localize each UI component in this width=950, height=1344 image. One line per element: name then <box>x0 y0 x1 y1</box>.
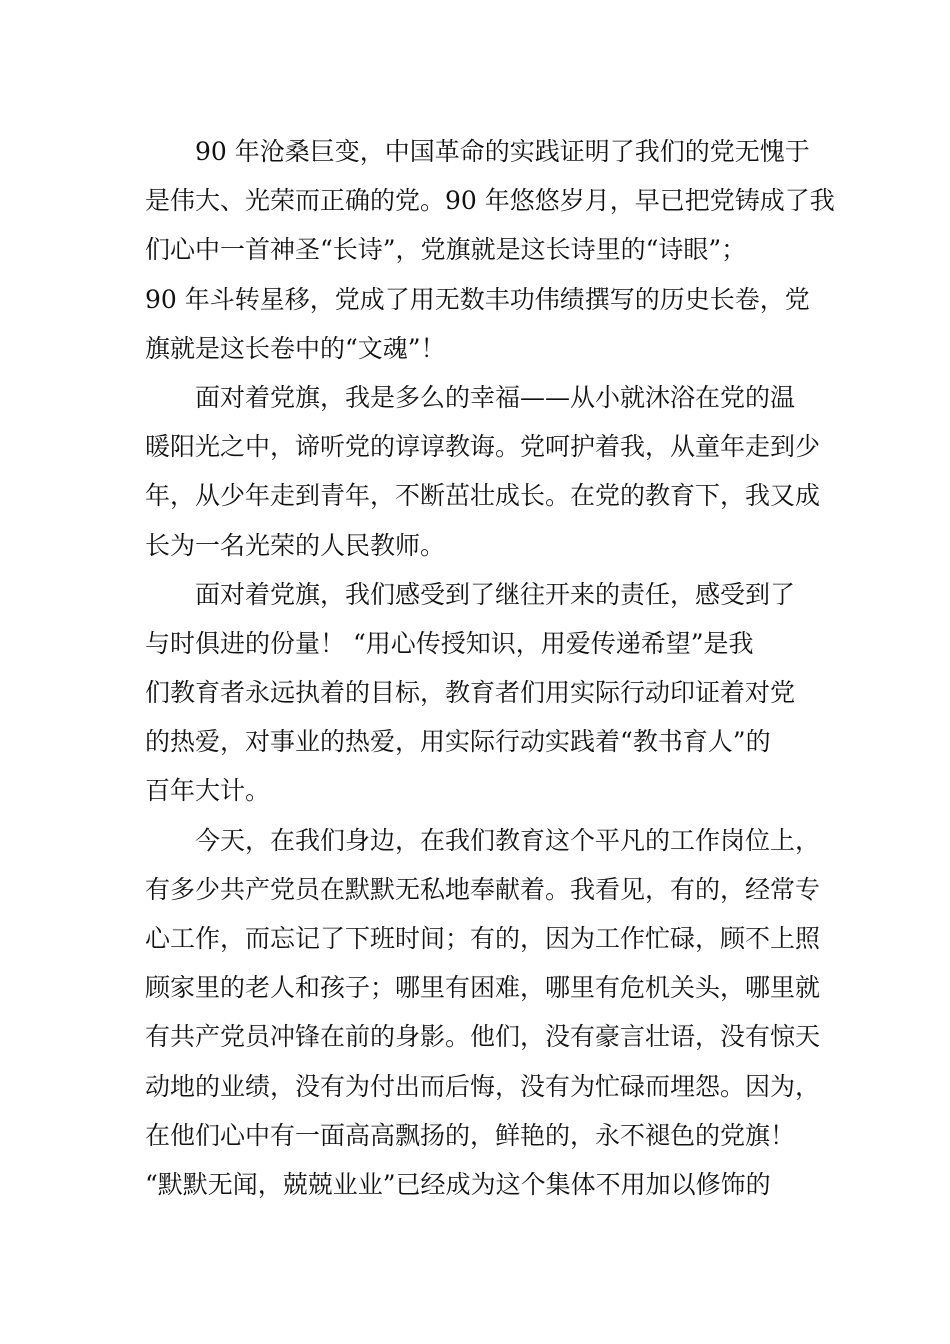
text-line: 们教育者永远执着的目标，教育者们用实际行动印证着对党 <box>145 678 796 708</box>
text-line: 在他们心中有一面高高飘扬的，鲜艳的，永不褪色的党旗！ <box>145 1120 796 1150</box>
text-line: 90 年沧桑巨变，中国革命的实践证明了我们的党无愧于 <box>195 137 810 166</box>
text-line: 90 年斗转星移，党成了用无数丰功伟绩撰写的历史长卷，党 <box>145 284 810 314</box>
paragraph <box>145 816 821 1210</box>
text-line: 长为一名光荣的人民教师。 <box>145 530 446 560</box>
text-line: 心工作，而忘记了下班时间；有的，因为工作忙碌，顾不上照 <box>145 924 821 953</box>
text-line: 顾家里的老人和孩子；哪里有困难，哪里有危机关头，哪里就 <box>145 973 821 1003</box>
text-line: “默默无闻，兢兢业业”已经成为这个集体不用加以修饰的 <box>145 1169 771 1199</box>
paragraph <box>145 373 821 570</box>
text-line: 的热爱，对事业的热爱，用实际行动实践着“教书育人”的 <box>145 727 771 757</box>
text-line: 年，从少年走到青年，不断茁壮成长。在党的教育下，我又成 <box>145 481 821 511</box>
body-text <box>145 127 835 1209</box>
text-line: 旗就是这长卷中的“文魂”！ <box>145 333 446 363</box>
text-line: 们心中一首神圣“长诗”，党旗就是这长诗里的“诗眼”； <box>145 235 747 265</box>
text-line: 面对着党旗，我是多么的幸福——从小就沐浴在党的温 <box>195 382 796 412</box>
text-line: 面对着党旗，我们感受到了继往开来的责任，感受到了 <box>195 579 796 609</box>
text-line: 是伟大、光荣而正确的党。90 年悠悠岁月，早已把党铸成了我 <box>145 186 835 216</box>
text-line: 暖阳光之中，谛听党的谆谆教诲。党呵护着我，从童年走到少 <box>145 432 821 462</box>
text-line: 动地的业绩，没有为付出而后悔，没有为忙碌而埋怨。因为， <box>145 1071 821 1101</box>
text-line: 有多少共产党员在默默无私地奉献着。我看见，有的，经常专 <box>145 874 821 904</box>
paragraph <box>145 127 835 373</box>
text-line: 百年大计。 <box>145 776 271 806</box>
text-line: 今天，在我们身边，在我们教育这个平凡的工作岗位上， <box>195 825 821 855</box>
paragraph <box>145 570 810 816</box>
text-line: 有共产党员冲锋在前的身影。他们，没有豪言壮语，没有惊天 <box>145 1022 821 1052</box>
text-line: 与时俱进的份量！ “用心传授知识，用爱传递希望”是我 <box>145 628 754 658</box>
